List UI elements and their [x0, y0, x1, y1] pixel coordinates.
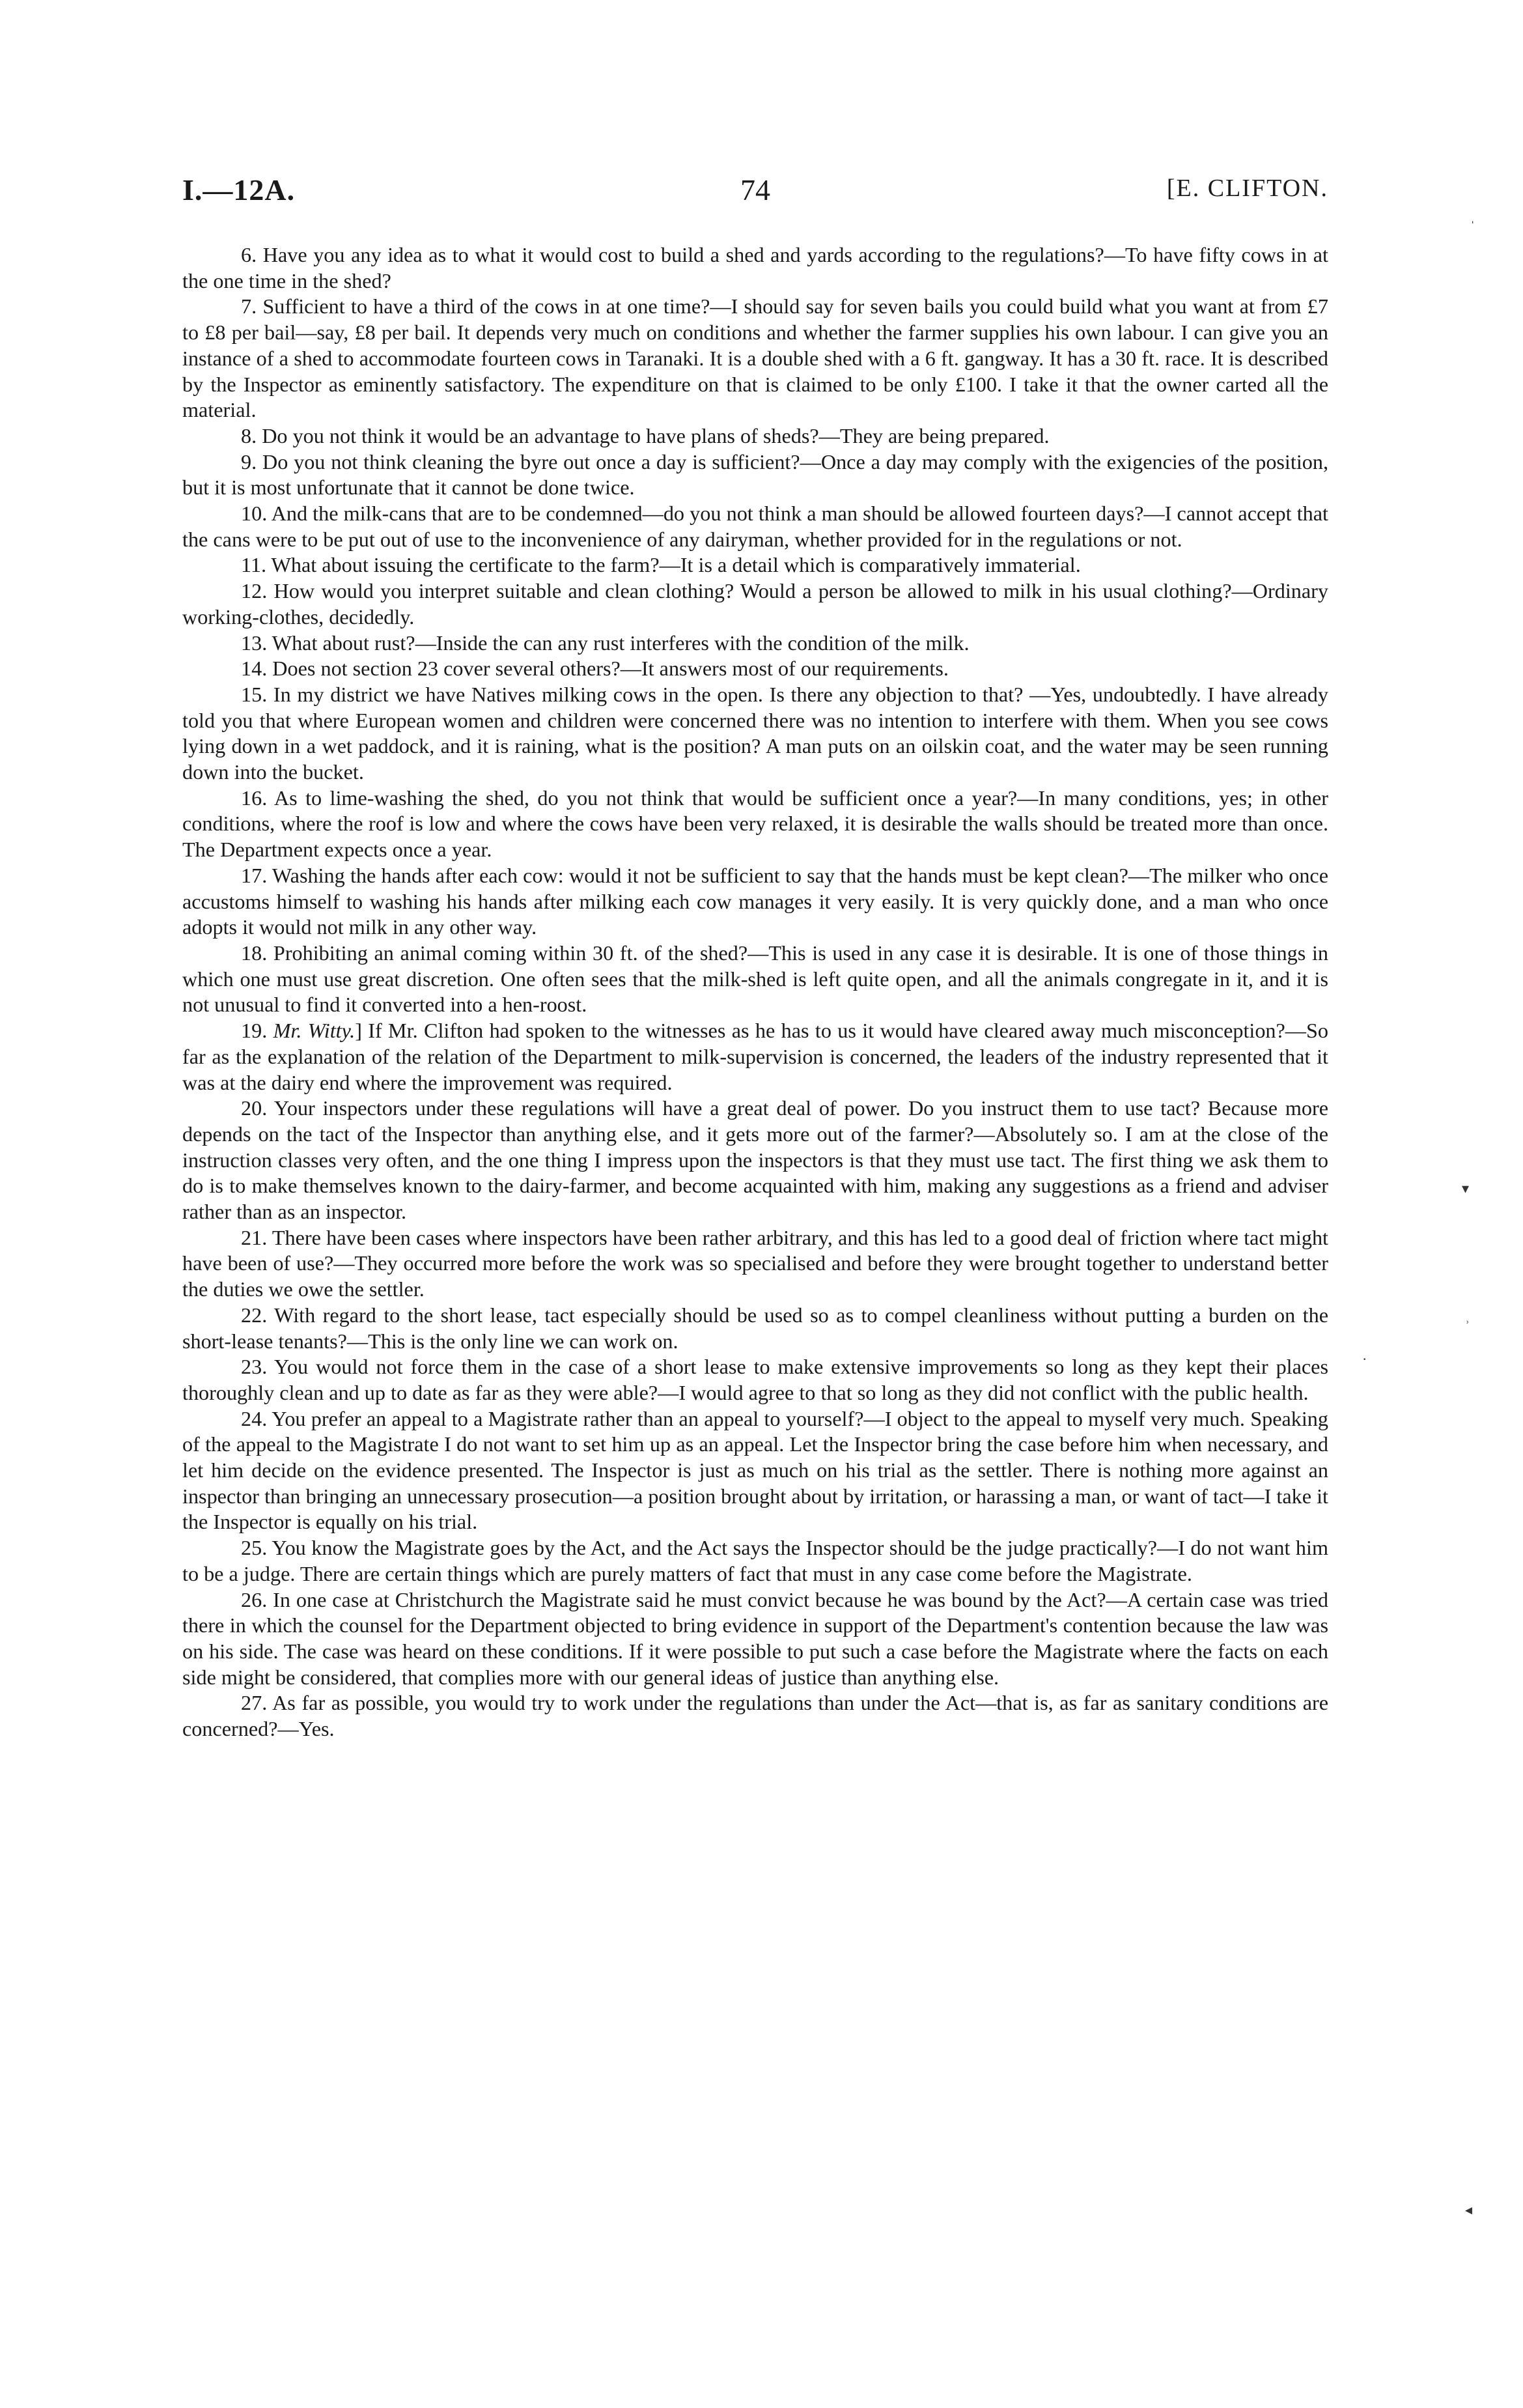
page-number: 74	[740, 173, 770, 206]
margin-speck: ˒	[1465, 1311, 1470, 1327]
witness-name: [E. CLIFTON.	[1166, 175, 1328, 202]
margin-speck: ˌ	[1470, 207, 1475, 223]
paragraph-26: 26. In one case at Christchurch the Magistrate said he must convict because he was bound by the Act?—A certain case was tried there in which the counsel for the Department objected to bring evidence in support of the Department's contention because the law was on his side. The case was heard on these conditions. If it were possible to put such a case before the Magistrate where the facts on each side might be considered, that complies more with our general ideas of justice than anything else.	[182, 1587, 1328, 1689]
margin-speck: ◂	[1465, 2202, 1473, 2218]
paragraph-27: 27. As far as possible, you would try to work under the regulations than under the Act—that is, as far as sanitary conditions are concerned?—Yes.	[182, 1691, 1328, 1741]
paragraph-19	[182, 1018, 1328, 1096]
paragraph-15: 15. In my district we have Natives milking cows in the open. Is there any objection to that? —Yes, undoubtedly. I have already told you that where European women and children were concerned there was no intention to interfere with them. When you see cows lying down in a wet paddock, and it is raining, what is the position? A man puts on an oilskin coat, and the water may be seen running down into the bucket.	[182, 682, 1328, 784]
body-text	[182, 242, 1328, 1742]
paragraph-14: 14. Does not section 23 cover several others?—It answers most of our requirements.	[241, 657, 949, 681]
paragraph-6: 6. Have you any idea as to what it would cost to build a shed and yards according to the regulations?—To have fifty cows in at the one time in the shed?	[182, 243, 1328, 292]
paragraph-23: 23. You would not force them in the case of a short lease to make extensive improvements so long as they kept their places thoroughly clean and up to date as far as they were able?—I would agree to that so long as they did not conflict with the public health.	[182, 1355, 1328, 1404]
paragraph-number: 19.	[241, 1019, 273, 1043]
speaker-name: Mr. Witty.	[273, 1019, 356, 1043]
paragraph-20: 20. Your inspectors under these regulations will have a great deal of power. Do you instruct them to use tact? Because more depends on the tact of the Inspector than anything else, and it gets more out of the farmer?—Absolutely so. I am at the close of the instruction classes very often, and the one thing I impress upon the inspectors is that they must use tact. The first thing we ask them to do is to make themselves known to the dairy-farmer, and become acquainted with him, making any suggestions as a friend and adviser rather than as an inspector.	[182, 1096, 1328, 1224]
document-reference: I.—12A.	[182, 173, 296, 206]
paragraph-13: 13. What about rust?—Inside the can any rust interferes with the condition of the milk.	[241, 630, 970, 655]
paragraph-17: 17. Washing the hands after each cow: would it not be sufficient to say that the hands must be kept clean?—The milker who once accustoms himself to washing his hands after milking each cow manages it very easily. It is very quickly done, and a man who once adopts it would not milk in any other way.	[182, 863, 1328, 939]
paragraph-24: 24. You prefer an appeal to a Magistrate rather than an appeal to yourself?—I object to the appeal to myself very much. Speaking of the appeal to the Magistrate I do not want to set him up as an appeal. Let the Inspector bring the case before him when necessary, and let him decide on the evidence presented. The Inspector is just as much on his trial as the settler. There is nothing more against an inspector than bringing an unnecessary prosecution—a position brought about by irritation, or harassing a man, or want of tact—I take it the Inspector is equally on his trial.	[182, 1406, 1328, 1534]
margin-speck: ·	[1362, 1351, 1367, 1367]
paragraph-25: 25. You know the Magistrate goes by the Act, and the Act says the Inspector should be the judge practically?—I do not want him to be a judge. There are certain things which are purely matters of fact that must in any case come before the Magistrate.	[182, 1536, 1328, 1585]
paragraph-text: ] If Mr. Clifton had spoken to the witnesses as he has to us it would have cleared away much misconception?—So far as the explanation of the relation of the Department to milk-supervision is concerned, the leaders of the industry represented that it was at the dairy end where the improvement was required.	[182, 1019, 1328, 1094]
paragraph-12: 12. How would you interpret suitable and clean clothing? Would a person be allowed to milk in his usual clothing?—Ordinary working-clothes, decidedly.	[182, 579, 1328, 629]
paragraph-11: 11. What about issuing the certificate to the farm?—It is a detail which is comparatively immaterial.	[241, 553, 1081, 577]
margin-speck: ▾	[1462, 1180, 1470, 1197]
paragraph-22: 22. With regard to the short lease, tact especially should be used so as to compel cleanliness without putting a burden on the short-lease tenants?—This is the only line we can work on.	[182, 1303, 1328, 1353]
paragraph-9: 9. Do you not think cleaning the byre out once a day is sufficient?—Once a day may comply with the exigencies of the position, but it is most unfortunate that it cannot be done twice.	[182, 449, 1328, 500]
page-header	[182, 173, 1328, 218]
paragraph-8: 8. Do you not think it would be an advantage to have plans of sheds?—They are being prepared.	[241, 423, 1050, 447]
paragraph-10: 10. And the milk-cans that are to be condemned—do you not think a man should be allowed fourteen days?—I cannot accept that the cans were to be put out of use to the inconvenience of any dairyman, whether provided for in the regulations or not.	[182, 502, 1328, 551]
paragraph-21: 21. There have been cases where inspectors have been rather arbitrary, and this has led to a good deal of friction where tact might have been of use?—They occurred more before the work was so specialised and before they were brought together to understand better the duties we owe the settler.	[182, 1225, 1328, 1301]
paragraph-7: 7. Sufficient to have a third of the cows in at one time?—I should say for seven bails you could build what you want at from £7 to £8 per bail—say, £8 per bail. It depends very much on conditions and whether the farmer supplies his own labour. I can give you an instance of a shed to accommodate fourteen cows in Taranaki. It is a double shed with a 6 ft. gangway. It has a 30 ft. race. It is described by the Inspector as eminently satisfactory. The expenditure on that is claimed to be only £100. I take it that the owner carted all the material.	[182, 294, 1328, 422]
paragraph-18: 18. Prohibiting an animal coming within 30 ft. of the shed?—This is used in any case it is desirable. It is one of those things in which one must use great discretion. One often sees that the milk-shed is left quite open, and all the animals congregate in it, and it is not unusual to find it converted into a hen-roost.	[182, 941, 1328, 1017]
paragraph-16: 16. As to lime-washing the shed, do you not think that would be sufficient once a year?—In many conditions, yes; in other conditions, where the roof is low and where the cows have been very relaxed, it is desirable the walls should be treated more than once. The Department expects once a year.	[182, 786, 1328, 862]
